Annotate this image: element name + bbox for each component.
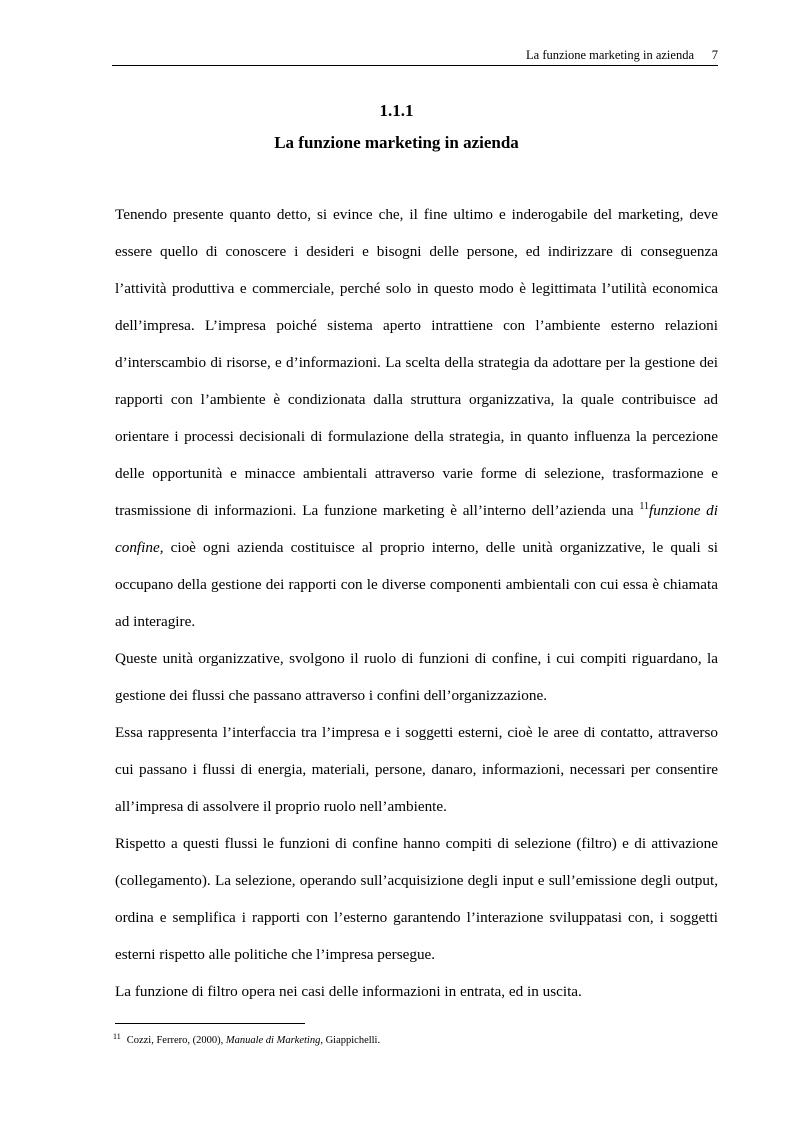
- paragraph-1-text-end: , cioè ogni azienda costituisce al proprio interno, delle unità organizzative, le quali si occupano della gestione dei rapporti con le diverse componenti ambientali con cui essa è chiamata ad interagire.: [115, 539, 718, 630]
- running-title: La funzione marketing in azienda: [526, 48, 694, 62]
- footnote-number: 11: [113, 1032, 121, 1041]
- paragraph-3: Essa rappresenta l’interfaccia tra l’impresa e i soggetti esterni, cioè le aree di contatto, attraverso cui passano i flussi di energia, materiali, persone, danaro, informazioni, necessari per consentire all’impresa di assolvere il proprio ruolo nell’ambiente.: [115, 724, 718, 815]
- section-title: La funzione marketing in azienda: [274, 133, 519, 152]
- footnote-reference: 11: [639, 501, 649, 512]
- paragraph-1: [115, 196, 718, 640]
- paragraph-4: Rispetto a questi flussi le funzioni di confine hanno compiti di selezione (filtro) e di attivazione (collegamento). La selezione, operando sull’acquisizione degli input e sull’emissione degli output, ordina e semplifica i rapporti con l’esterno garantendo l’interazione sviluppatasi con, i soggetti esterni rispetto alle politiche che l’impresa persegue.: [115, 835, 718, 963]
- paragraph-1-text-start: Tenendo presente quanto detto, si evince che, il fine ultimo e inderogabile del marketing, deve essere quello di conoscere i desideri e bisogni delle persone, ed indirizzare di conseguenza l’attività produttiva e commerciale, perché solo in questo modo è legittimata l’utilità economica dell’impresa. L’impresa poiché sistema aperto intrattiene con l’ambiente esterno relazioni d’interscambio di risorse, e d’informazioni. La scelta della strategia da adottare per la gestione dei rapporti con l’ambiente è condizionata dalla struttura organizzativa, la quale contribuisce ad orientare i processi decisionali di formulazione della strategia, in quanto influenza la percezione delle opportunità e minacce ambientali attraverso varie forme di selezione, trasformazione e trasmissione di informazioni. La funzione marketing è all’interno dell’azienda una: [115, 206, 718, 519]
- footnote-authors: Cozzi, Ferrero, (2000),: [126, 1035, 226, 1046]
- page-number: 7: [711, 48, 718, 62]
- section-number: 1.1.1: [379, 101, 414, 120]
- paragraph-2: Queste unità organizzative, svolgono il ruolo di funzioni di confine, i cui compiti riguardano, la gestione dei flussi che passano attraverso i confini dell’organizzazione.: [115, 650, 718, 704]
- running-header: [112, 46, 718, 66]
- footnote-book-title: Manuale di Marketing: [225, 1035, 321, 1046]
- footnote-separator: [115, 1023, 305, 1024]
- italic-term: funzione di confine: [115, 502, 718, 556]
- footnote: [113, 1032, 380, 1046]
- paragraph-5: La funzione di filtro opera nei casi delle informazioni in entrata, ed in uscita.: [115, 983, 582, 1000]
- body-text: [115, 196, 718, 1010]
- footnote-publisher: , Giappichelli.: [320, 1035, 381, 1046]
